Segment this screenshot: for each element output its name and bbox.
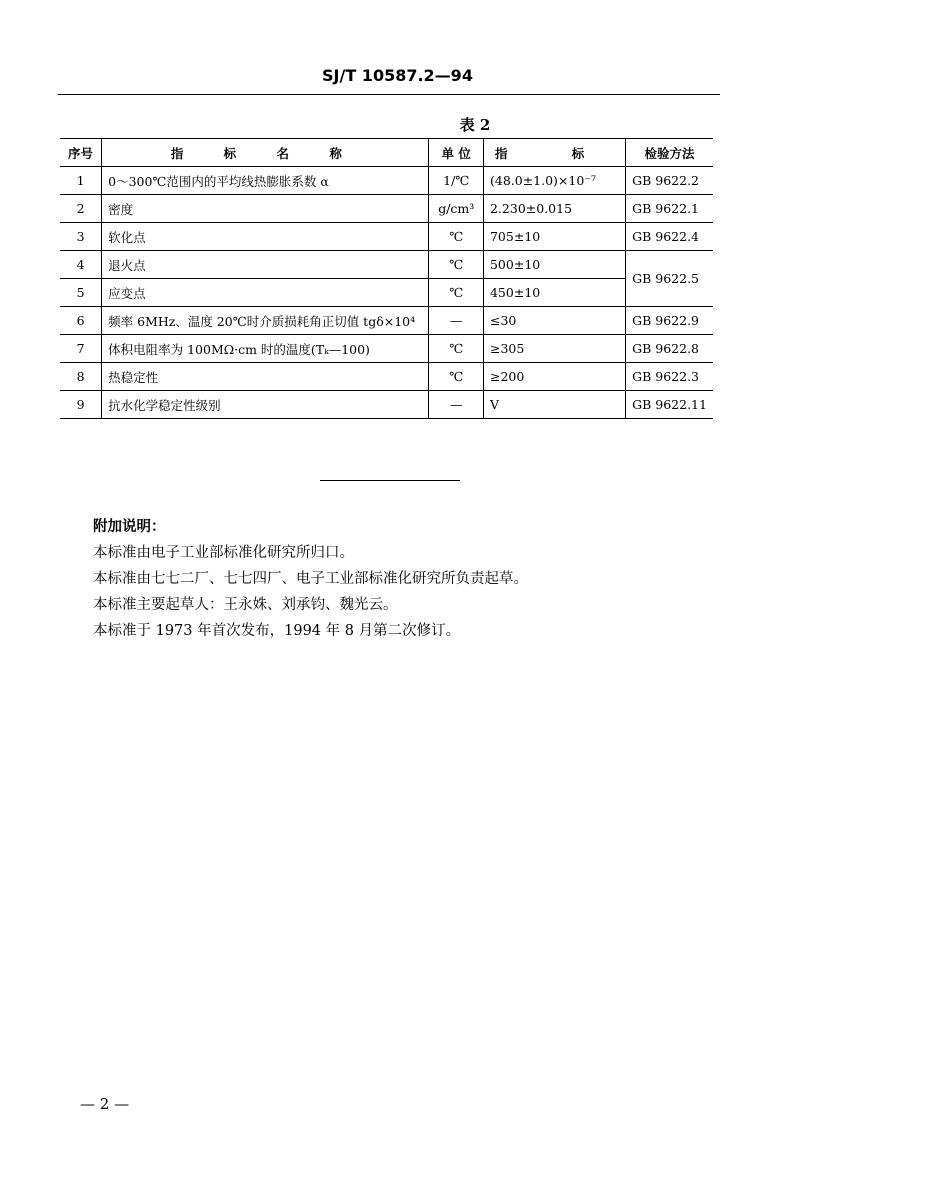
notes-line: 本标准由电子工业部标准化研究所归口。 <box>93 545 354 561</box>
table-header-row <box>60 139 713 167</box>
col-header-value: 指 标 <box>483 139 625 167</box>
row-unit: ℃ <box>429 223 484 251</box>
end-of-table-rule <box>320 480 460 481</box>
row-no: 1 <box>60 167 102 195</box>
table-row <box>60 307 713 335</box>
row-name: 应变点 <box>102 279 429 307</box>
row-method: GB 9622.3 <box>626 363 713 391</box>
row-name: 频率 6MHz、温度 20℃时介质损耗角正切值 tgδ×10⁴ <box>102 307 429 335</box>
row-value: ≥200 <box>483 363 625 391</box>
row-name: 体积电阻率为 100MΩ·cm 时的温度(Tₖ—100) <box>102 335 429 363</box>
notes-title: 附加说明： <box>93 518 166 535</box>
row-no: 8 <box>60 363 102 391</box>
row-no: 2 <box>60 195 102 223</box>
row-value: 500±10 <box>483 251 625 279</box>
row-no: 6 <box>60 307 102 335</box>
row-method: GB 9622.8 <box>626 335 713 363</box>
row-value: ≤30 <box>483 307 625 335</box>
table-row <box>60 279 713 307</box>
page-number: — 2 — <box>80 1095 130 1113</box>
row-no: 4 <box>60 251 102 279</box>
row-no: 3 <box>60 223 102 251</box>
row-unit: ℃ <box>429 335 484 363</box>
table-row <box>60 167 713 195</box>
row-value: 2.230±0.015 <box>483 195 625 223</box>
row-method: GB 9622.11 <box>626 391 713 419</box>
row-value: ≥305 <box>483 335 625 363</box>
row-name: 密度 <box>102 195 429 223</box>
col-header-unit: 单 位 <box>429 139 484 167</box>
row-name: 退火点 <box>102 251 429 279</box>
row-unit: ℃ <box>429 251 484 279</box>
table-row <box>60 391 713 419</box>
table-row <box>60 195 713 223</box>
col-header-name: 指 标 名 称 <box>102 139 429 167</box>
row-method: GB 9622.2 <box>626 167 713 195</box>
row-method-merged: GB 9622.5 <box>626 251 713 307</box>
row-name: 软化点 <box>102 223 429 251</box>
row-method: GB 9622.4 <box>626 223 713 251</box>
notes-line: 本标准于 1973 年首次发布，1994 年 8 月第二次修订。 <box>93 623 461 639</box>
row-value: 705±10 <box>483 223 625 251</box>
row-method: GB 9622.9 <box>626 307 713 335</box>
row-method: GB 9622.1 <box>626 195 713 223</box>
row-unit: ℃ <box>429 279 484 307</box>
header-rule <box>58 94 720 95</box>
notes-line: 本标准主要起草人：王永姝、刘承钧、魏光云。 <box>93 597 398 613</box>
row-value: (48.0±1.0)×10⁻⁷ <box>483 167 625 195</box>
row-no: 7 <box>60 335 102 363</box>
additional-notes <box>93 514 528 644</box>
col-header-no: 序号 <box>60 139 102 167</box>
col-header-method: 检验方法 <box>626 139 713 167</box>
table-row <box>60 223 713 251</box>
row-unit: — <box>429 391 484 419</box>
row-unit: — <box>429 307 484 335</box>
row-unit: 1/℃ <box>429 167 484 195</box>
table-row <box>60 251 713 279</box>
row-no: 9 <box>60 391 102 419</box>
spec-table <box>60 138 713 419</box>
doc-number: SJ/T 10587.2—94 <box>322 66 473 85</box>
table-title: 表 2 <box>459 116 491 134</box>
table-row <box>60 335 713 363</box>
row-unit: ℃ <box>429 363 484 391</box>
row-value: 450±10 <box>483 279 625 307</box>
table-row <box>60 363 713 391</box>
row-no: 5 <box>60 279 102 307</box>
row-name: 0～300℃范围内的平均线热膨胀系数 α <box>102 167 429 195</box>
notes-line: 本标准由七七二厂、七七四厂、电子工业部标准化研究所负责起草。 <box>93 571 528 587</box>
row-name: 抗水化学稳定性级别 <box>102 391 429 419</box>
row-value: V <box>483 391 625 419</box>
row-unit: g/cm³ <box>429 195 484 223</box>
row-name: 热稳定性 <box>102 363 429 391</box>
